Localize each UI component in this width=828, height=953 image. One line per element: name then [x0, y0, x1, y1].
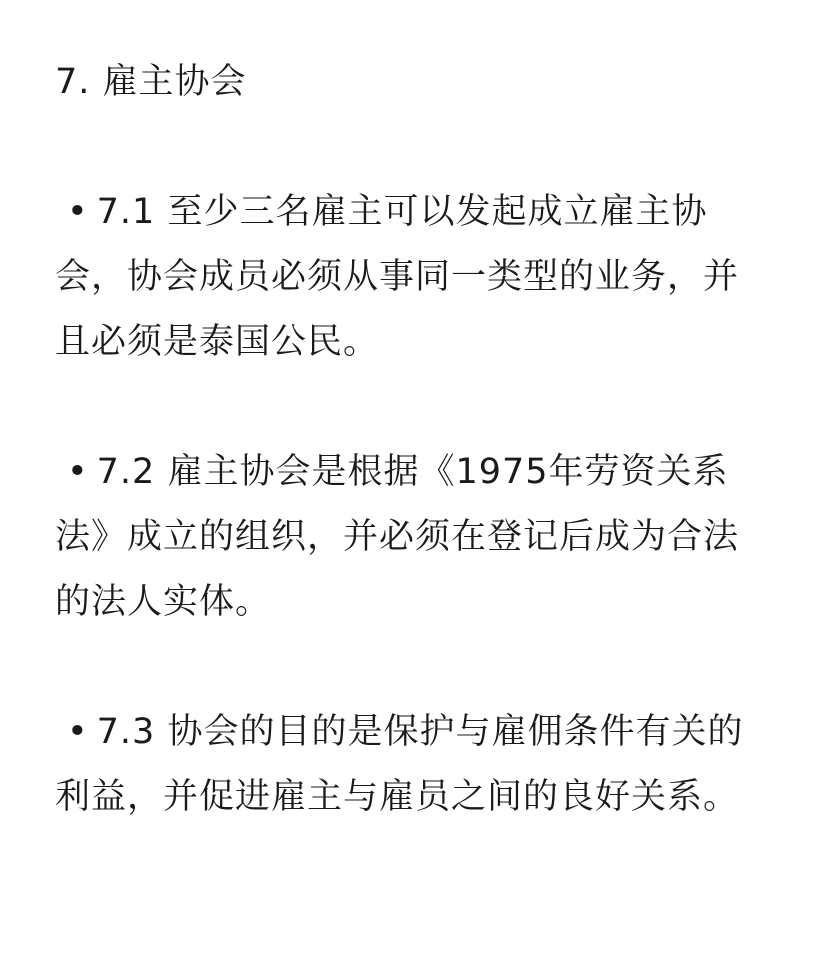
section-heading: 7. 雇主协会 — [55, 62, 247, 102]
list-item-text: 7.2 雇主协会是根据《1975年劳资关系法》成立的组织，并必须在登记后成为合法的法人实体。 — [55, 452, 740, 622]
bullet-icon: • — [67, 712, 89, 752]
list-item — [55, 180, 771, 375]
list-item-text: 7.3 协会的目的是保护与雇佣条件有关的利益，并促进雇主与雇员之间的良好关系。 — [55, 712, 744, 817]
list-item — [55, 700, 771, 830]
list-item — [55, 440, 771, 635]
list-item-text: 7.1 至少三名雇主可以发起成立雇主协会，协会成员必须从事同一类型的业务，并且必须是泰国公民。 — [55, 192, 740, 362]
bullet-icon: • — [67, 192, 89, 232]
bullet-icon: • — [67, 452, 89, 492]
